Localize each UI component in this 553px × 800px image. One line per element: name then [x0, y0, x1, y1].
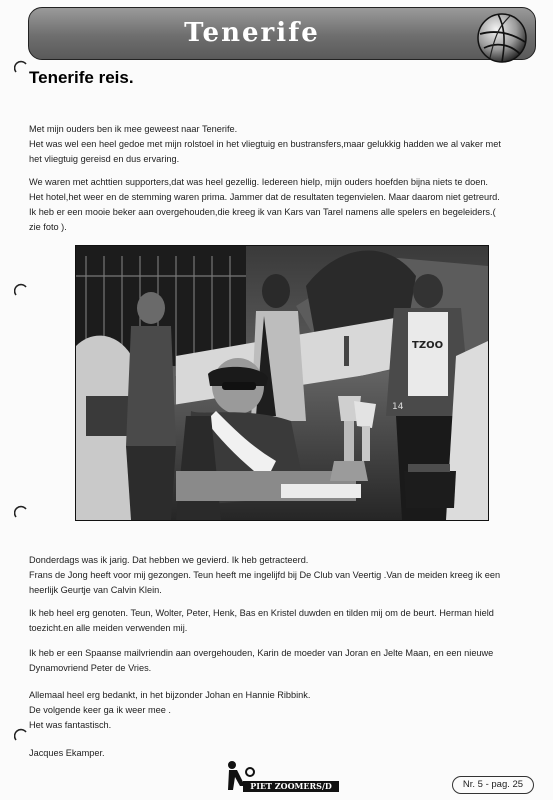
text-line: heerlijk Geurtje van Calvin Klein.	[29, 585, 162, 595]
paragraph-enjoyed	[29, 606, 537, 636]
club-logo	[223, 760, 341, 794]
text-line: toezicht.en alle meiden verwenden mij.	[29, 623, 188, 633]
logo-text: PIET ZOOMERS/D	[243, 781, 339, 792]
paragraph-intro	[29, 122, 537, 167]
text-line: het vliegtuig gereisd en dus ervaring.	[29, 154, 180, 164]
photo-scene	[76, 246, 488, 520]
text-line: De volgende keer ga ik weer mee .	[29, 705, 171, 715]
header-title: Tenerife	[184, 18, 320, 48]
punch-hole-mark	[14, 60, 28, 74]
text-line: We waren met achttien supporters,dat was heel gezellig. Iedereen hielp, mijn ouders hoefden bijna niets te doen.	[29, 177, 488, 187]
paragraph-supporters	[29, 175, 537, 235]
punch-hole-mark	[14, 283, 28, 297]
text-line: Donderdags was ik jarig. Dat hebben we gevierd. Ik heb getracteerd.	[29, 555, 309, 565]
text-line: Ik heb er een Spaanse mailvriendin aan overgehouden, Karin de moeder van Joran en Jelte Maan, en een nieuwe	[29, 648, 494, 658]
text-line: Ik heb er een mooie beker aan overgehouden,die kreeg ik van Kars van Tarel namens alle spelers en begeleiders.(	[29, 207, 496, 217]
page-number-badge: Nr. 5 - pag. 25	[452, 776, 534, 794]
text-line: Met mijn ouders ben ik mee geweest naar Tenerife.	[29, 124, 238, 134]
volleyball-icon	[476, 12, 528, 64]
jersey-number: 14	[392, 402, 404, 412]
jersey-text: TZOO	[412, 340, 444, 351]
author-signature	[29, 746, 537, 761]
paragraph-thanks	[29, 688, 537, 733]
paragraph-penpal	[29, 646, 537, 676]
text-line: Ik heb heel erg genoten. Teun, Wolter, Peter, Henk, Bas en Kristel duwden en tilden mij om de beurt. Herman hield	[29, 608, 494, 618]
text-line: zie foto ).	[29, 222, 67, 232]
author-name: Jacques Ekamper.	[29, 748, 105, 758]
text-line: Frans de Jong heeft voor mij gezongen. Teun heeft me ingelijfd bij De Club van Veertig .Van de meiden kreeg ik een	[29, 570, 501, 580]
text-line: Allemaal heel erg bedankt, in het bijzonder Johan en Hannie Ribbink.	[29, 690, 311, 700]
paragraph-birthday	[29, 553, 537, 598]
text-line: Het was wel een heel gedoe met mijn rolstoel in het vliegtuig en bustransfers,maar gelukkig hadden we al vaker met	[29, 139, 501, 149]
text-line: Dynamovriend Peter de Vries.	[29, 663, 152, 673]
text-line: Het was fantastisch.	[29, 720, 112, 730]
header-banner	[28, 7, 536, 60]
punch-hole-mark	[14, 505, 28, 519]
punch-hole-mark	[14, 728, 28, 742]
text-line: Het hotel,het weer en de stemming waren prima. Jammer dat de resultaten tegenvielen. Maar daarom niet getreurd.	[29, 192, 500, 202]
trophy-photo	[75, 245, 489, 521]
article-title: Tenerife reis.	[29, 68, 134, 87]
